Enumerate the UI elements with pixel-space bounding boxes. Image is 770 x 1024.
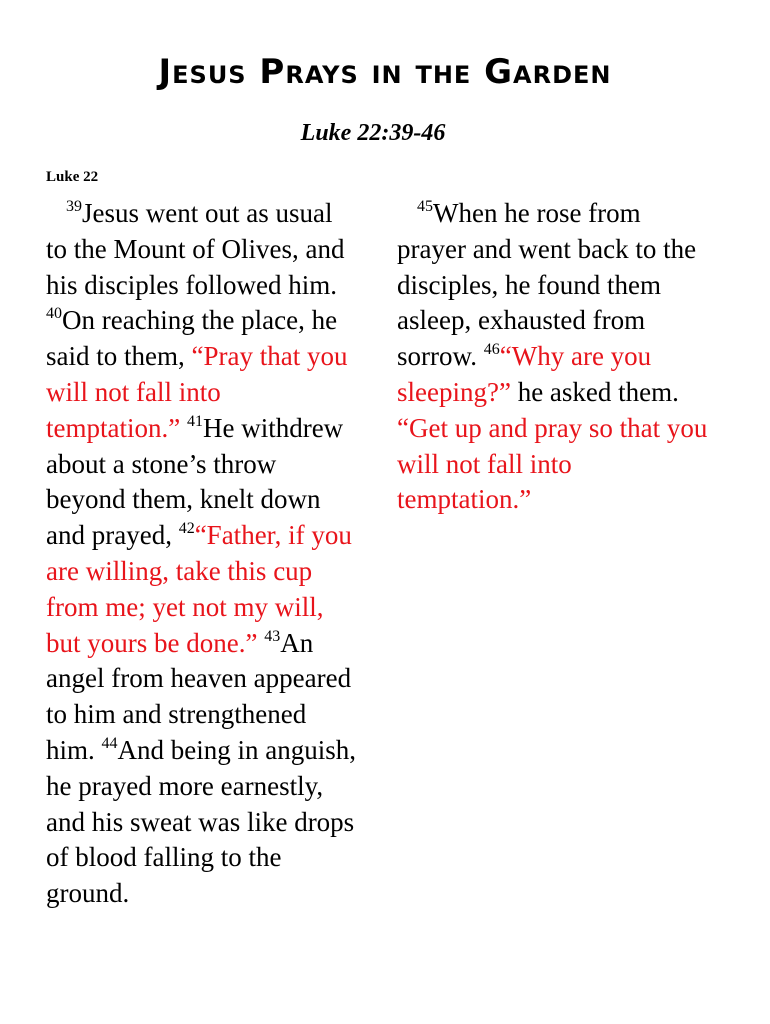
right-column bbox=[397, 196, 709, 518]
verse-42-words-of-jesus: “Father, if you are willing, take this cup from me; yet not my will, but yours be done.” bbox=[46, 520, 352, 658]
page-title: Jesus Prays in the Garden bbox=[158, 52, 612, 92]
verse-45-text: When he rose from prayer and went back to the disciples, he found them asleep, exhausted from sorrow. bbox=[397, 198, 697, 372]
passage-paragraph-2 bbox=[397, 196, 709, 518]
verse-46-text: he asked them. bbox=[510, 376, 679, 407]
verse-40-words-of-jesus: “Pray that you will not fall into temptation.” bbox=[46, 341, 348, 443]
verse-46-words-of-jesus-a: “Why are you sleeping?” bbox=[397, 341, 652, 407]
verse-number-42: 42 bbox=[178, 520, 195, 538]
verse-46-words-of-jesus-b: “Get up and pray so that you will not fall into temptation.” bbox=[397, 412, 708, 515]
left-column bbox=[46, 196, 358, 912]
verse-number-39: 39 bbox=[66, 198, 82, 215]
verse-number-40: 40 bbox=[46, 305, 62, 323]
verse-number-44: 44 bbox=[101, 734, 118, 752]
verse-number-46: 46 bbox=[483, 341, 500, 359]
verse-43-text: An angel from heaven appeared to him and strengthened him. bbox=[46, 627, 352, 765]
verse-number-43: 43 bbox=[264, 627, 281, 645]
verse-40-text: On reaching the place, he said to them, bbox=[46, 305, 338, 372]
scripture-reference: Luke 22:39-46 bbox=[300, 120, 446, 146]
verse-41-text: He withdrew about a stone’s throw beyond them, knelt down and prayed, bbox=[46, 412, 344, 551]
verse-number-45: 45 bbox=[417, 198, 433, 215]
verse-39-text: Jesus went out as usual to the Mount of Olives, and his disciples followed him. bbox=[46, 198, 345, 300]
verse-number-41: 41 bbox=[186, 412, 203, 430]
chapter-label: Luke 22 bbox=[46, 169, 99, 185]
verse-44-text: And being in anguish, he prayed more earnestly, and his sweat was like drops of blood falling to the ground. bbox=[46, 734, 356, 909]
passage-paragraph-1 bbox=[46, 196, 358, 912]
